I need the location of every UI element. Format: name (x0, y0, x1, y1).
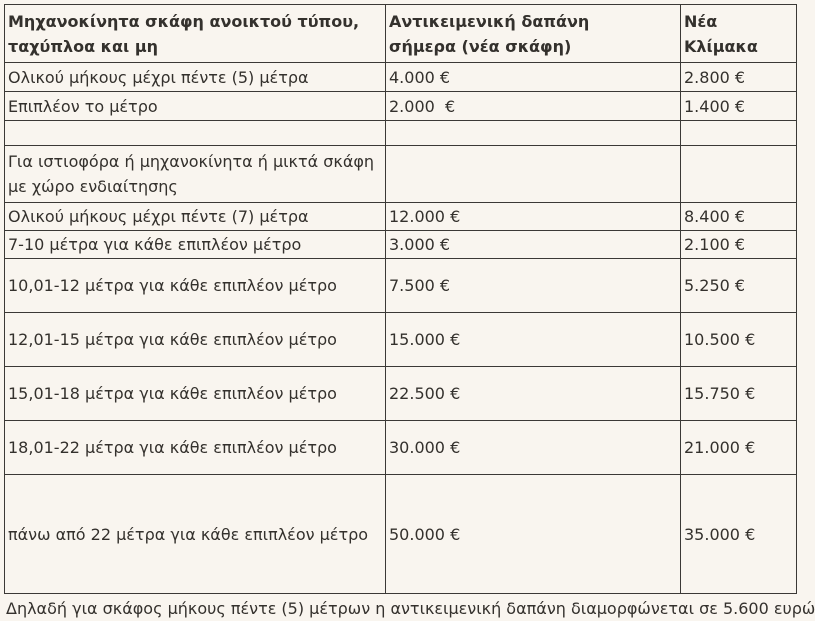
column-header-current-expense: Αντικειμενική δαπάνη σήμερα (νέα σκάφη) (386, 5, 681, 63)
cell-description (5, 121, 386, 146)
cell-current-expense: 4.000 € (386, 63, 681, 92)
cell-new-scale: 15.750 € (681, 367, 797, 421)
cell-new-scale: 21.000 € (681, 421, 797, 475)
cell-description: Ολικού μήκους μέχρι πέντε (5) μέτρα (5, 63, 386, 92)
table-row (5, 313, 797, 367)
cell-current-expense: 22.500 € (386, 367, 681, 421)
header-row (5, 5, 797, 63)
cell-current-expense: 50.000 € (386, 475, 681, 594)
table-row-empty (5, 121, 797, 146)
cell-description: 12,01-15 μέτρα για κάθε επιπλέον μέτρο (5, 313, 386, 367)
table-row (5, 92, 797, 121)
table-row-section (5, 146, 797, 203)
cell-description: Για ιστιοφόρα ή μηχανοκίνητα ή μικτά σκάφη με χώρο ενδιαίτησης (5, 146, 386, 203)
cell-description: Ολικού μήκους μέχρι πέντε (7) μέτρα (5, 203, 386, 231)
table-row (5, 421, 797, 475)
cell-current-expense: 12.000 € (386, 203, 681, 231)
column-header-new-scale: Νέα Κλίμακα (681, 5, 797, 63)
cell-description: 18,01-22 μέτρα για κάθε επιπλέον μέτρο (5, 421, 386, 475)
cell-current-expense: 3.000 € (386, 231, 681, 259)
cell-new-scale: 35.000 € (681, 475, 797, 594)
cell-description: 7-10 μέτρα για κάθε επιπλέον μέτρο (5, 231, 386, 259)
table-row (5, 203, 797, 231)
cell-description: 15,01-18 μέτρα για κάθε επιπλέον μέτρο (5, 367, 386, 421)
boat-objective-expense-table (4, 4, 797, 594)
cell-new-scale: 2.100 € (681, 231, 797, 259)
cell-current-expense (386, 121, 681, 146)
cell-description: πάνω από 22 μέτρα για κάθε επιπλέον μέτρο (5, 475, 386, 594)
cell-new-scale: 1.400 € (681, 92, 797, 121)
cell-new-scale: 10.500 € (681, 313, 797, 367)
cell-new-scale: 2.800 € (681, 63, 797, 92)
table-row (5, 63, 797, 92)
cell-new-scale: 8.400 € (681, 203, 797, 231)
cell-new-scale: 5.250 € (681, 259, 797, 313)
table-row (5, 231, 797, 259)
table-row (5, 367, 797, 421)
cell-description: Επιπλέον το μέτρο (5, 92, 386, 121)
cell-new-scale (681, 121, 797, 146)
cell-current-expense: 15.000 € (386, 313, 681, 367)
cell-new-scale (681, 146, 797, 203)
cell-current-expense (386, 146, 681, 203)
cutoff-text-line: Δηλαδή για σκάφος μήκους πέντε (5) μέτρων η αντικειμενική δαπάνη διαμορφώνεται σε 5.600 ευρώ (6, 599, 815, 618)
table-row (5, 475, 797, 594)
table-row (5, 259, 797, 313)
cell-current-expense: 7.500 € (386, 259, 681, 313)
cell-current-expense: 2.000 € (386, 92, 681, 121)
column-header-boat-type: Μηχανοκίνητα σκάφη ανοικτού τύπου, ταχύπλοα και μη (5, 5, 386, 63)
cell-current-expense: 30.000 € (386, 421, 681, 475)
cell-description: 10,01-12 μέτρα για κάθε επιπλέον μέτρο (5, 259, 386, 313)
